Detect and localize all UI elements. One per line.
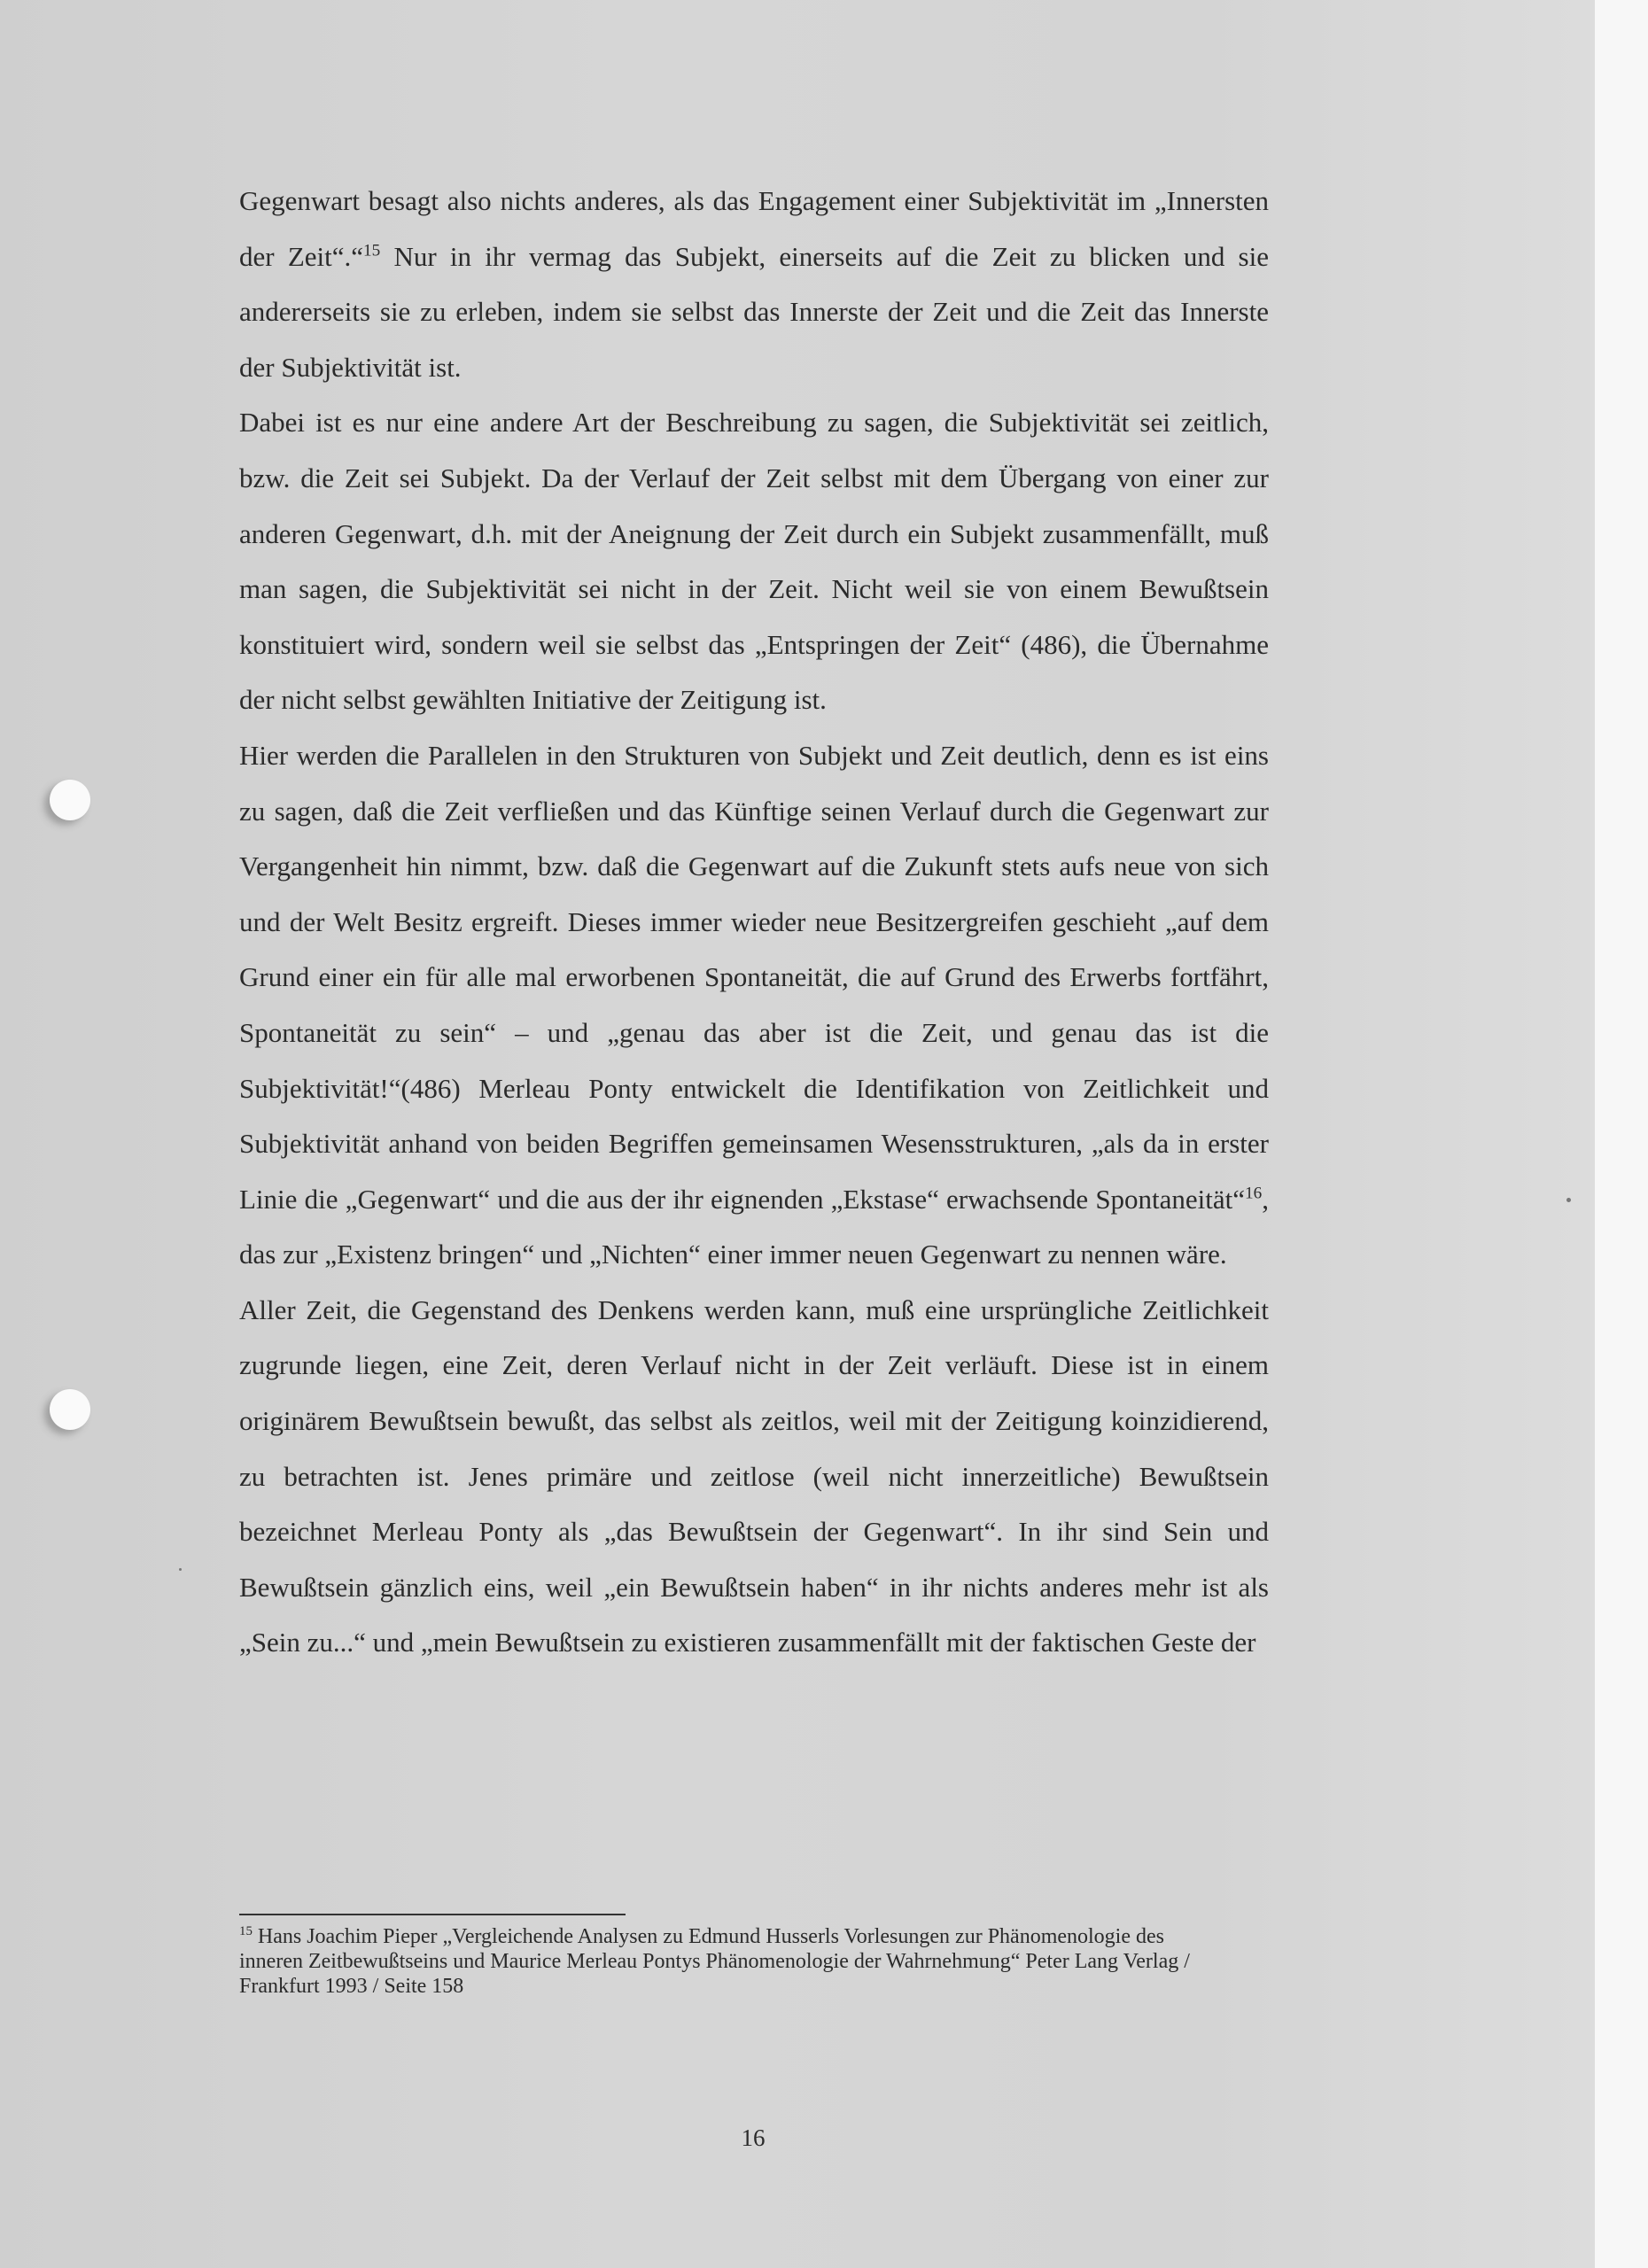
scan-speck — [1566, 1198, 1571, 1202]
footnote-ref-16[interactable]: 16 — [1245, 1184, 1263, 1203]
punch-hole-top — [50, 780, 90, 820]
scan-margin — [1595, 0, 1648, 2268]
paragraph-1-text-a: Gegenwart besagt also nichts anderes, als das Engagement einer Subjektivität im „Innersten der Zeit“.“ — [239, 185, 1269, 272]
paragraph-1 — [239, 174, 1269, 395]
footnote-15 — [239, 1924, 1232, 1999]
paragraph-4: Aller Zeit, die Gegenstand des Denkens werden kann, muß eine ursprüngliche Zeitlichkeit zugrunde liegen, eine Zeit, deren Verlauf nicht in der Zeit verläuft. Diese ist in einem originärem Bewußtsein bewußt, das selbst als zeitlos, weil mit der Zeitigung koinzidierend, zu betrachten ist. Jenes primäre und zeitlose (weil nicht innerzeitliche) Bewußtsein bezeichnet Merleau Ponty als „das Bewußtsein der Gegenwart“. In ihr sind Sein und Bewußtsein gänzlich eins, weil „ein Bewußtsein haben“ in ihr nichts anderes mehr ist als „Sein zu...“ und „mein Bewußtsein zu existieren zusammenfällt mit der faktischen Geste der — [239, 1293, 1269, 1658]
paragraph-3 — [239, 728, 1269, 1283]
footnote-ref-15[interactable]: 15 — [363, 241, 381, 260]
footnote-text: Hans Joachim Pieper „Vergleichende Analysen zu Edmund Husserls Vorlesungen zur Phänomenologie des inneren Zeitbewußtseins und Maurice Merleau Pontys Phänomenologie der Wahrnehmung“ Peter Lang Verlag / Frankfurt 1993 / Seite 158 — [239, 1925, 1190, 1998]
scan-speck — [179, 1568, 182, 1571]
paragraph-2: Dabei ist es nur eine andere Art der Beschreibung zu sagen, die Subjektivität sei zeitlich, bzw. die Zeit sei Subjekt. Da der Verlauf der Zeit selbst mit dem Übergang von einer zur anderen Gegenwart, d.h. mit der Aneignung der Zeit durch ein Subjekt zusammenfällt, muß man sagen, die Subjektivität sei nicht in der Zeit. Nicht weil sie von einem Bewußtsein konstituiert wird, sondern weil sie selbst das „Entspringen der Zeit“ (486), die Übernahme der nicht selbst gewählten Initiative der Zeitigung ist. — [239, 407, 1269, 716]
body-text — [239, 174, 1269, 1671]
footnote-divider — [239, 1914, 626, 1915]
paragraph-3-text-b: , das zur „Existenz bringen“ und „Nichten“ einer immer neuen Gegenwart zu nennen wäre. — [239, 1183, 1269, 1270]
paragraph-1-text-b: Nur in ihr vermag das Subjekt, einerseits auf die Zeit zu blicken und sie andererseits sie zu erleben, indem sie selbst das Innerste der Zeit und die Zeit das Innerste der Subjektivität ist. — [239, 240, 1269, 383]
punch-hole-bottom — [50, 1389, 90, 1430]
page-number: 16 — [741, 2124, 766, 2151]
paragraph-3-text-a: Hier werden die Parallelen in den Strukturen von Subjekt und Zeit deutlich, denn es ist eins zu sagen, daß die Zeit verfließen und das Künftige seinen Verlauf durch die Gegenwart zur Vergangenheit hin nimmt, bzw. daß die Gegenwart auf die Zukunft stets aufs neue von sich und der Welt Besitz ergreift. Dieses immer wieder neue Besitzergreifen geschieht „auf dem Grund einer ein für alle mal erworbenen Spontaneität, die auf Grund des Erwerbs fortfährt, Spontaneität zu sein“ – und „genau das aber ist die Zeit, und genau das ist die Subjektivität!“(486) Merleau Ponty entwickelt die Identifikation von Zeitlichkeit und Subjektivität anhand von beiden Begriffen gemeinsamen Wesensstrukturen, „als da in erster Linie die „Gegenwart“ und die aus der ihr eignenden „Ekstase“ erwachsende Spontaneität“ — [239, 739, 1269, 1215]
footnote-number: 15 — [239, 1924, 253, 1938]
